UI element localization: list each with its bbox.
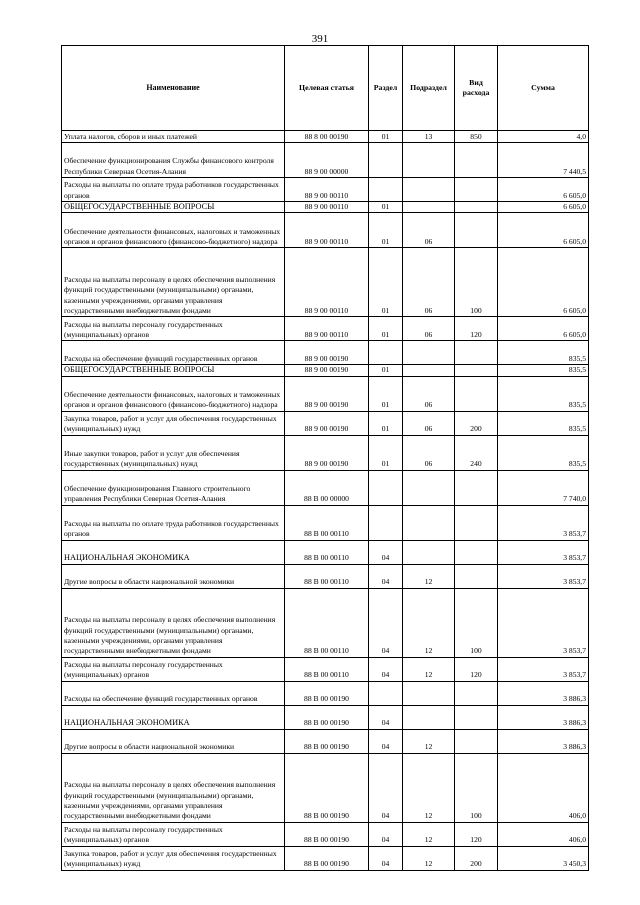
row-kind-cell: [455, 317, 498, 341]
row-name-cell-text: Обеспечение деятельности финансовых, налоговых и таможенных органов и органов финансового (финансово-бюджетного) надзора: [64, 390, 281, 410]
row-section-cell-text: 01: [381, 330, 390, 339]
row-kind-cell-text: 120: [470, 330, 482, 339]
table-row: [62, 705, 589, 729]
row-code-cell-text: 88 В 00 00190: [304, 859, 349, 869]
row-kind-cell-text: 120: [470, 670, 482, 680]
table-row: [62, 657, 589, 681]
row-section-cell: [369, 470, 403, 505]
row-subsection-cell: [403, 202, 455, 213]
table-row: [62, 681, 589, 705]
row-name-cell-text: Закупка товаров, работ и услуг для обеспечения государственных (муниципальных) нужд: [64, 414, 277, 434]
row-section-cell-text: 04: [381, 742, 390, 752]
row-subsection-cell-text: 06: [424, 424, 433, 434]
table-row: [62, 143, 589, 178]
row-name-cell: [62, 753, 285, 822]
row-section-cell: [369, 564, 403, 588]
table-row: [62, 540, 589, 564]
table-row: [62, 470, 589, 505]
row-section-cell-text: 01: [381, 237, 390, 246]
row-name-cell: [62, 435, 285, 470]
row-sum-cell: [498, 505, 589, 540]
row-section-cell: [369, 822, 403, 846]
header-kind: Вид расхода: [455, 46, 498, 131]
row-code-cell: [285, 376, 369, 411]
table-row: [62, 178, 589, 202]
row-name-cell: [62, 564, 285, 588]
row-subsection-cell-text: 06: [424, 400, 433, 410]
row-code-cell: [285, 178, 369, 202]
row-name-cell-text: Расходы на выплаты персоналу в целях обеспечения выполнения функций государственными (муниципальными) органами, казенными учреждениями, органами управления государственными внебюджетными фондами: [64, 275, 276, 315]
row-subsection-cell: [403, 143, 455, 178]
row-sum-cell-text: 835,5: [568, 400, 586, 410]
table-row: [62, 248, 589, 317]
row-sum-cell: [498, 411, 589, 435]
row-name-cell-text: Расходы на обеспечение функций государственных органов: [64, 354, 258, 363]
row-sum-cell: [498, 131, 589, 143]
row-sum-cell-text: 406,0: [568, 811, 586, 821]
table-row: [62, 505, 589, 540]
row-section-cell: [369, 657, 403, 681]
row-name-cell-text: Расходы на выплаты персоналу в целях обеспечения выполнения функций государственными (муниципальными) органами, казенными учреждениями, органами управления государственными внебюджетными фондами: [64, 615, 276, 656]
table-row: [62, 753, 589, 822]
row-name-cell-text: НАЦИОНАЛЬНАЯ ЭКОНОМИКА: [64, 553, 190, 563]
row-section-cell: [369, 705, 403, 729]
row-kind-cell: [455, 705, 498, 729]
row-subsection-cell-text: 13: [424, 131, 433, 141]
row-code-cell-text: 88 В 00 00110: [304, 529, 349, 539]
row-sum-cell-text: 6 605,0: [563, 190, 586, 200]
row-sum-cell: [498, 846, 589, 870]
row-kind-cell: [455, 248, 498, 317]
row-sum-cell: [498, 435, 589, 470]
row-code-cell-text: 88 В 00 00190: [304, 811, 349, 821]
row-code-cell-text: 88 9 00 00110: [304, 306, 349, 315]
row-name-cell: [62, 317, 285, 341]
header-sum: Сумма: [498, 46, 589, 131]
row-subsection-cell: [403, 540, 455, 564]
row-code-cell-text: 88 9 00 00190: [304, 459, 349, 469]
row-code-cell: [285, 248, 369, 317]
row-sum-cell: [498, 657, 589, 681]
row-section-cell-text: 01: [381, 365, 390, 375]
row-kind-cell: [455, 213, 498, 248]
row-name-cell: [62, 248, 285, 317]
row-section-cell: [369, 846, 403, 870]
table-row: [62, 202, 589, 213]
table-row: [62, 435, 589, 470]
row-kind-cell-text: 850: [470, 131, 482, 141]
row-sum-cell-text: 6 605,0: [563, 237, 586, 246]
row-sum-cell-text: 406,0: [568, 835, 586, 845]
row-subsection-cell-text: 06: [424, 237, 433, 246]
row-code-cell-text: 88 9 00 00190: [304, 424, 349, 434]
table-row: [62, 588, 589, 657]
table-row: [62, 131, 589, 143]
row-sum-cell: [498, 213, 589, 248]
row-name-cell-text: Расходы на выплаты персоналу государственных (муниципальных) органов: [64, 825, 223, 845]
row-kind-cell: [455, 753, 498, 822]
table-body: [62, 131, 589, 871]
row-sum-cell: [498, 143, 589, 178]
row-name-cell: [62, 143, 285, 178]
row-section-cell-text: 04: [381, 646, 390, 656]
row-code-cell: [285, 317, 369, 341]
row-kind-cell-text: 240: [470, 459, 482, 469]
table-row: [62, 822, 589, 846]
row-subsection-cell: [403, 822, 455, 846]
row-code-cell-text: 88 9 00 00110: [304, 330, 349, 339]
row-section-cell-text: 04: [381, 577, 390, 587]
header-code: Целевая статья: [285, 46, 369, 131]
row-code-cell-text: 88 В 00 00110: [304, 670, 349, 680]
row-code-cell-text: 88 9 00 00110: [304, 202, 349, 211]
table-row: [62, 365, 589, 376]
header-name: Наименование: [62, 46, 285, 131]
row-section-cell: [369, 376, 403, 411]
row-sum-cell: [498, 588, 589, 657]
row-kind-cell: [455, 178, 498, 202]
row-sum-cell: [498, 681, 589, 705]
row-section-cell: [369, 131, 403, 143]
row-section-cell-text: 04: [381, 670, 390, 680]
row-name-cell-text: Расходы на выплаты персоналу в целях обеспечения выполнения функций государственными (муниципальными) органами, казенными учреждениями, органами управления государственными внебюджетными фондами: [64, 780, 276, 821]
row-kind-cell: [455, 588, 498, 657]
row-subsection-cell: [403, 588, 455, 657]
row-sum-cell: [498, 376, 589, 411]
row-code-cell-text: 88 9 00 00190: [304, 354, 349, 363]
row-name-cell: [62, 505, 285, 540]
row-section-cell-text: 01: [381, 400, 390, 410]
page-number: 391: [311, 33, 329, 45]
row-kind-cell-text: 100: [470, 646, 482, 656]
table-row: [62, 729, 589, 753]
row-name-cell-text: Уплата налогов, сборов и иных платежей: [64, 131, 197, 141]
row-name-cell: [62, 846, 285, 870]
row-sum-cell-text: 6 605,0: [563, 330, 586, 339]
row-subsection-cell-text: 12: [424, 670, 433, 680]
row-section-cell: [369, 588, 403, 657]
row-code-cell: [285, 470, 369, 505]
row-name-cell-text: Другие вопросы в области национальной экономики: [64, 742, 235, 752]
row-name-cell-text: Расходы на выплаты персоналу государственных (муниципальных) органов: [64, 660, 223, 680]
row-subsection-cell: [403, 411, 455, 435]
row-kind-cell: [455, 341, 498, 365]
row-subsection-cell-text: 06: [424, 330, 433, 339]
row-section-cell: [369, 213, 403, 248]
row-subsection-cell: [403, 470, 455, 505]
row-section-cell: [369, 178, 403, 202]
row-code-cell-text: 88 9 00 00190: [304, 365, 349, 375]
row-name-cell-text: Расходы на выплаты персоналу государственных (муниципальных) органов: [64, 319, 223, 339]
budget-table: [61, 45, 589, 871]
row-name-cell: [62, 411, 285, 435]
row-subsection-cell-text: 12: [424, 835, 433, 845]
row-subsection-cell-text: 06: [424, 459, 433, 469]
row-sum-cell: [498, 540, 589, 564]
row-subsection-cell: [403, 729, 455, 753]
row-code-cell: [285, 588, 369, 657]
row-code-cell: [285, 822, 369, 846]
row-sum-cell-text: 6 605,0: [563, 202, 586, 211]
row-code-cell: [285, 564, 369, 588]
row-sum-cell-text: 6 605,0: [563, 306, 586, 315]
row-kind-cell-text: 120: [470, 835, 482, 845]
row-name-cell: [62, 131, 285, 143]
row-sum-cell: [498, 178, 589, 202]
row-code-cell: [285, 143, 369, 178]
row-sum-cell-text: 3 886,3: [563, 694, 586, 704]
row-sum-cell-text: 3 853,7: [563, 577, 586, 587]
row-sum-cell: [498, 705, 589, 729]
row-kind-cell-text: 100: [470, 811, 482, 821]
row-code-cell-text: 88 В 00 00110: [304, 577, 349, 587]
row-section-cell: [369, 248, 403, 317]
row-name-cell-text: Обеспечение деятельности финансовых, налоговых и таможенных органов и органов финансового (финансово-бюджетного) надзора: [64, 226, 281, 246]
row-code-cell-text: 88 В 00 00190: [304, 694, 349, 704]
row-name-cell: [62, 470, 285, 505]
row-sum-cell-text: 3 853,7: [563, 646, 586, 656]
row-code-cell: [285, 411, 369, 435]
row-kind-cell: [455, 131, 498, 143]
row-section-cell: [369, 317, 403, 341]
row-kind-cell: [455, 143, 498, 178]
row-kind-cell: [455, 505, 498, 540]
row-name-cell-text: Обеспечение функционирования Службы финансового контроля Республики Северная Осетия-Алания: [64, 156, 274, 176]
row-kind-cell: [455, 822, 498, 846]
row-code-cell: [285, 540, 369, 564]
row-kind-cell: [455, 846, 498, 870]
row-code-cell-text: 88 В 00 00190: [304, 718, 349, 728]
row-name-cell-text: Расходы на выплаты по оплате труда работников государственных органов: [64, 180, 279, 200]
row-sum-cell-text: 7 440,5: [563, 166, 586, 176]
row-sum-cell-text: 3 450,3: [563, 859, 586, 869]
row-subsection-cell: [403, 248, 455, 317]
row-subsection-cell: [403, 681, 455, 705]
row-section-cell-text: 04: [381, 811, 390, 821]
row-name-cell: [62, 202, 285, 213]
row-subsection-cell-text: 12: [424, 859, 433, 869]
table-row: [62, 564, 589, 588]
row-subsection-cell: [403, 753, 455, 822]
row-name-cell: [62, 681, 285, 705]
row-name-cell: [62, 588, 285, 657]
row-name-cell: [62, 178, 285, 202]
row-kind-cell-text: 100: [470, 306, 482, 315]
row-name-cell-text: Закупка товаров, работ и услуг для обеспечения государственных (муниципальных) нужд: [64, 849, 277, 869]
row-code-cell: [285, 657, 369, 681]
row-sum-cell-text: 835,5: [568, 424, 586, 434]
row-name-cell: [62, 365, 285, 376]
row-sum-cell-text: 3 886,3: [563, 718, 586, 728]
table-row: [62, 213, 589, 248]
row-code-cell-text: 88 9 00 00190: [304, 400, 349, 410]
row-subsection-cell: [403, 365, 455, 376]
row-code-cell: [285, 729, 369, 753]
row-kind-cell: [455, 411, 498, 435]
row-section-cell-text: 04: [381, 553, 390, 563]
header-subsection: Подраздел: [403, 46, 455, 131]
row-sum-cell: [498, 202, 589, 213]
row-code-cell-text: 88 В 00 00110: [304, 553, 349, 563]
row-subsection-cell-text: 12: [424, 742, 433, 752]
row-sum-cell-text: 4,0: [576, 131, 586, 141]
row-code-cell-text: 88 В 00 00110: [304, 646, 349, 656]
row-sum-cell-text: 3 886,3: [563, 742, 586, 752]
row-section-cell-text: 01: [381, 424, 390, 434]
row-subsection-cell-text: 06: [424, 306, 433, 315]
table-row: [62, 846, 589, 870]
row-code-cell: [285, 505, 369, 540]
row-kind-cell: [455, 681, 498, 705]
table-row: [62, 317, 589, 341]
row-section-cell-text: 04: [381, 859, 390, 869]
row-sum-cell: [498, 341, 589, 365]
row-code-cell-text: 88 9 00 00110: [304, 190, 349, 200]
row-code-cell: [285, 365, 369, 376]
row-section-cell: [369, 341, 403, 365]
row-subsection-cell: [403, 846, 455, 870]
row-sum-cell: [498, 248, 589, 317]
row-section-cell-text: 04: [381, 835, 390, 845]
row-kind-cell-text: 200: [470, 859, 482, 869]
row-kind-cell: [455, 202, 498, 213]
row-section-cell: [369, 729, 403, 753]
row-section-cell-text: 04: [381, 718, 390, 728]
row-code-cell: [285, 435, 369, 470]
row-sum-cell-text: 3 853,7: [563, 529, 586, 539]
row-subsection-cell: [403, 505, 455, 540]
row-code-cell-text: 88 8 00 00190: [304, 131, 349, 141]
row-kind-cell: [455, 729, 498, 753]
row-code-cell-text: 88 В 00 00190: [304, 835, 349, 845]
row-subsection-cell-text: 12: [424, 811, 433, 821]
row-name-cell: [62, 657, 285, 681]
row-subsection-cell: [403, 705, 455, 729]
row-sum-cell: [498, 564, 589, 588]
row-sum-cell-text: 835,5: [568, 365, 586, 375]
row-name-cell: [62, 729, 285, 753]
row-kind-cell: [455, 435, 498, 470]
row-section-cell: [369, 143, 403, 178]
row-code-cell: [285, 681, 369, 705]
row-name-cell-text: ОБЩЕГОСУДАРСТВЕННЫЕ ВОПРОСЫ: [64, 202, 215, 211]
row-subsection-cell: [403, 657, 455, 681]
row-subsection-cell: [403, 213, 455, 248]
row-section-cell: [369, 540, 403, 564]
table-row: [62, 411, 589, 435]
row-section-cell-text: 01: [381, 306, 390, 315]
row-code-cell: [285, 131, 369, 143]
row-section-cell: [369, 365, 403, 376]
row-section-cell-text: 01: [381, 131, 390, 141]
row-sum-cell: [498, 729, 589, 753]
row-kind-cell-text: 200: [470, 424, 482, 434]
row-name-cell: [62, 705, 285, 729]
row-sum-cell-text: 835,5: [568, 354, 586, 363]
row-sum-cell: [498, 470, 589, 505]
row-name-cell-text: Расходы на обеспечение функций государственных органов: [64, 694, 258, 704]
row-name-cell: [62, 341, 285, 365]
row-name-cell-text: Другие вопросы в области национальной экономики: [64, 577, 235, 587]
row-kind-cell: [455, 470, 498, 505]
row-name-cell-text: Иные закупки товаров, работ и услуг для обеспечения государственных (муниципальных) нужд: [64, 449, 240, 469]
row-code-cell: [285, 846, 369, 870]
row-section-cell: [369, 753, 403, 822]
row-name-cell: [62, 540, 285, 564]
row-kind-cell: [455, 376, 498, 411]
row-section-cell: [369, 411, 403, 435]
row-section-cell: [369, 202, 403, 213]
header-section: Раздел: [369, 46, 403, 131]
row-name-cell-text: Обеспечение функционирования Главного строительного управления Республики Северная Осетия-Алания: [64, 484, 251, 504]
row-sum-cell: [498, 822, 589, 846]
row-sum-cell-text: 3 853,7: [563, 670, 586, 680]
row-code-cell-text: 88 В 00 00190: [304, 742, 349, 752]
row-section-cell: [369, 505, 403, 540]
row-sum-cell-text: 7 740,0: [563, 494, 586, 504]
row-code-cell: [285, 341, 369, 365]
row-kind-cell: [455, 564, 498, 588]
row-kind-cell: [455, 365, 498, 376]
row-name-cell: [62, 376, 285, 411]
row-subsection-cell: [403, 341, 455, 365]
row-section-cell-text: 01: [381, 459, 390, 469]
row-subsection-cell-text: 12: [424, 577, 433, 587]
row-name-cell-text: Расходы на выплаты по оплате труда работников государственных органов: [64, 519, 279, 539]
row-section-cell-text: 01: [381, 202, 390, 211]
row-code-cell-text: 88 В 00 00000: [304, 494, 349, 504]
row-sum-cell: [498, 317, 589, 341]
row-name-cell-text: НАЦИОНАЛЬНАЯ ЭКОНОМИКА: [64, 718, 190, 728]
table-header-row: [62, 46, 589, 131]
row-subsection-cell-text: 12: [424, 646, 433, 656]
row-section-cell: [369, 435, 403, 470]
row-subsection-cell: [403, 317, 455, 341]
row-sum-cell-text: 3 853,7: [563, 553, 586, 563]
row-name-cell-text: ОБЩЕГОСУДАРСТВЕННЫЕ ВОПРОСЫ: [64, 365, 215, 375]
row-subsection-cell: [403, 131, 455, 143]
row-subsection-cell: [403, 178, 455, 202]
row-sum-cell: [498, 365, 589, 376]
row-sum-cell: [498, 753, 589, 822]
row-subsection-cell: [403, 376, 455, 411]
row-sum-cell-text: 835,5: [568, 459, 586, 469]
row-code-cell: [285, 753, 369, 822]
row-section-cell: [369, 681, 403, 705]
row-name-cell: [62, 213, 285, 248]
table-row: [62, 376, 589, 411]
table-row: [62, 341, 589, 365]
row-code-cell: [285, 705, 369, 729]
row-subsection-cell: [403, 564, 455, 588]
row-kind-cell: [455, 657, 498, 681]
row-code-cell-text: 88 9 00 00110: [304, 237, 349, 246]
row-subsection-cell: [403, 435, 455, 470]
row-name-cell: [62, 822, 285, 846]
row-code-cell: [285, 202, 369, 213]
row-kind-cell: [455, 540, 498, 564]
row-code-cell-text: 88 9 00 00000: [304, 166, 349, 176]
row-code-cell: [285, 213, 369, 248]
